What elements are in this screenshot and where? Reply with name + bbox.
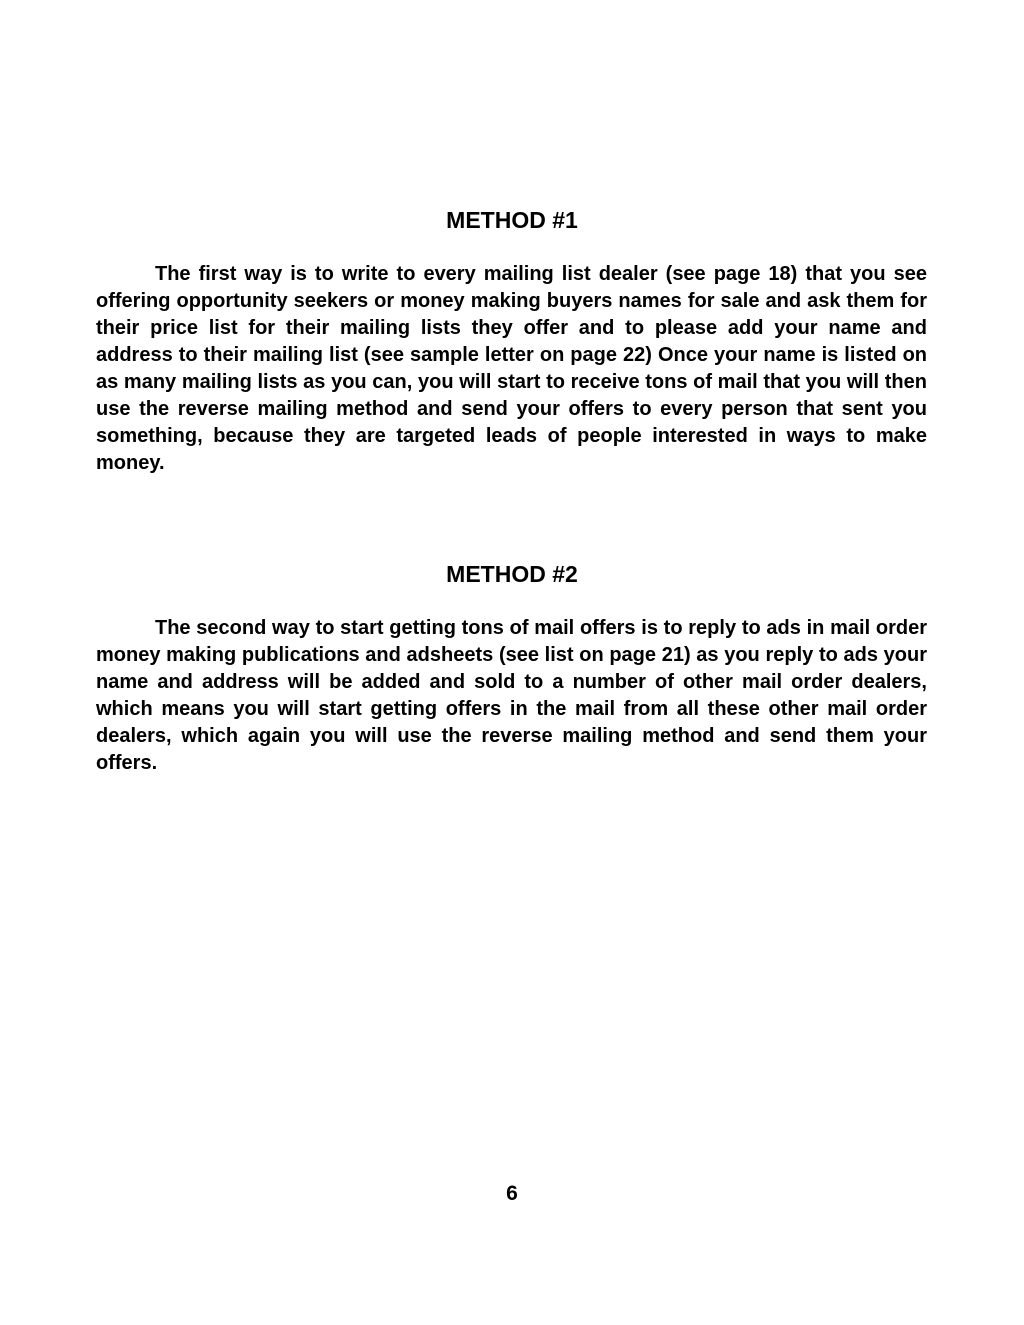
method-2-heading: METHOD #2 — [446, 561, 578, 587]
page-number: 6 — [506, 1182, 518, 1205]
method-2-paragraph: The second way to start getting tons of mail offers is to reply to ads in mail order money making publications and adsheets (see list on page 21) as you reply to ads your name and address will be added and sold to a number of other mail order dealers, which means you will start getting offers in the mail from all these other mail order dealers, which again you will use the reverse mailing method and send them your offers. — [96, 617, 927, 774]
method-1-paragraph: The first way is to write to every mailing list dealer (see page 18) that you see offering opportunity seekers or money making buyers names for sale and ask them for their price list for their mailing lists they offer and to please add your name and address to their mailing list (see sample letter on page 22) Once your name is listed on as many mailing lists as you can, you will start to receive tons of mail that you will then use the reverse mailing method and send your offers to every person that sent you something, because they are targeted leads of people interested in ways to make money. — [96, 263, 927, 474]
method-1-heading: METHOD #1 — [446, 207, 578, 233]
